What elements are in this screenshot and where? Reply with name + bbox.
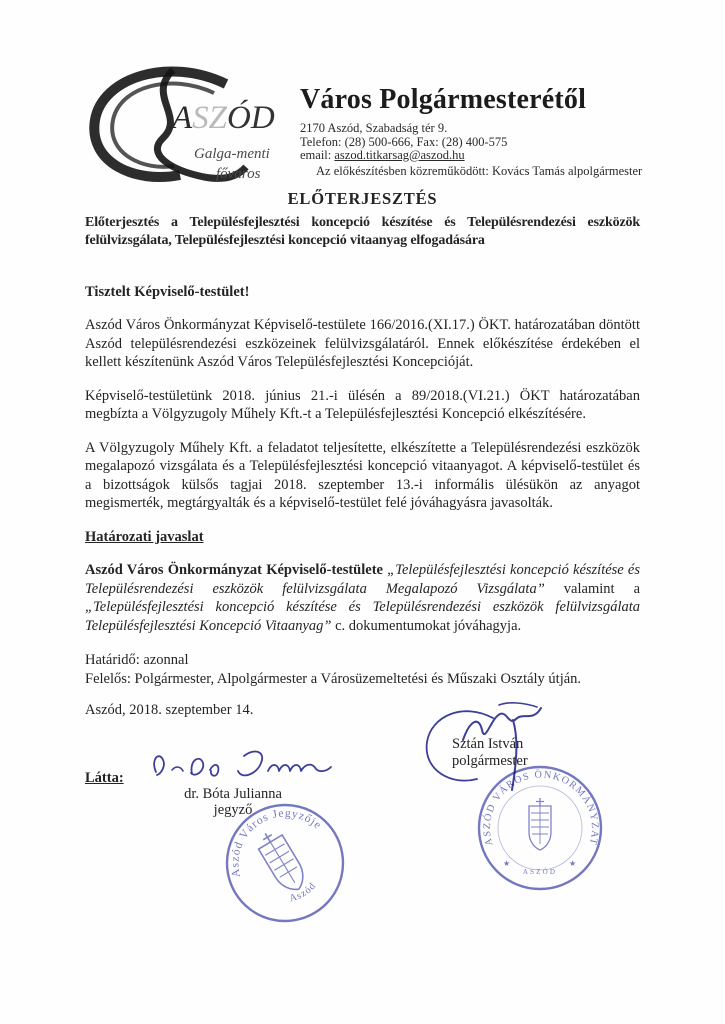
office-title: Város Polgármesterétől bbox=[300, 84, 587, 115]
aszod-city-logo-icon bbox=[76, 64, 286, 192]
notary-stamp-bottom-text: Aszód bbox=[288, 880, 319, 905]
proposal-lead: Aszód Város Önkormányzat Képviselő-testülete bbox=[85, 562, 388, 578]
proposal-quote-1: „Településfejlesztési koncepció készítése és Településrendezési eszközök felülvizsgálata Megalapozó Vizsgálata” bbox=[85, 562, 640, 597]
logo-subtitle-line1: Galga-menti bbox=[194, 146, 270, 162]
notary-stamp-ring-text: Aszód Város Jegyzője bbox=[229, 807, 324, 879]
date-line: Aszód, 2018. szeptember 14. bbox=[85, 702, 254, 718]
prepared-by-line: Az előkészítésben közreműködött: Kovács Tamás alpolgármester bbox=[316, 163, 643, 178]
mayor-stamp-ring-text: ASZÓD VÁROS ÖNKORMÁNYZAT bbox=[481, 769, 601, 847]
address-line: 2170 Aszód, Szabadság tér 9. bbox=[300, 121, 448, 135]
body-paragraph-1: Aszód Város Önkormányzat Képviselő-testülete 166/2016.(XI.17.) ÖKT. határozatában döntött Aszód településrendezési eszközeinek felülvizsgálatáról. Ennek előkészítése érdekében el kellett készítenünk Aszód Város Településfejlesztési Koncepcióját. bbox=[85, 317, 640, 370]
svg-text:Aszód bbox=[286, 879, 320, 907]
svg-text:ASZÓD bbox=[170, 98, 275, 136]
mayor-stamp-star-left: ★ bbox=[503, 859, 511, 868]
deadline-line: Határidő: azonnal bbox=[85, 652, 189, 668]
proposal-paragraph bbox=[85, 561, 640, 635]
body-paragraph-3: A Völgyzugoly Műhely Kft. a feladatot teljesítette, elkészítette a Településrendezési eszközök megalapozó vizsgálata és a Településfejlesztési koncepció vitaanyagot. A képviselő-testület és a bizottságok külsős tagjai 2018. szeptember 13.-i informális ülésükön az anyagot megismerték, megtárgyalták és a képviselő-testület felé jóváhagyásra javasolták. bbox=[85, 439, 640, 511]
seen-label: Látta: bbox=[85, 770, 124, 786]
logo-letters-sz: SZ bbox=[192, 100, 228, 136]
subject-paragraph: Előterjesztés a Településfejlesztési koncepció készítése és Településrendezési eszközök felülvizsgálata, Településfejlesztési koncepció vitaanyag elfogadására bbox=[85, 214, 640, 248]
logo-subtitle-line2: főváros bbox=[216, 166, 261, 182]
proposal-heading: Határozati javaslat bbox=[85, 528, 204, 545]
mayor-stamp-coat-of-arms bbox=[529, 798, 551, 850]
body-paragraph-2: Képviselő-testületünk 2018. június 21.-i ülésén a 89/2018.(VI.21.) ÖKT határozatában megbízta a Völgyzugoly Műhely Kft.-t a Településfejlesztési Koncepció elkészítésére. bbox=[85, 387, 640, 422]
svg-text:ASZÓD VÁROS ÖNKORMÁNYZAT bbox=[481, 768, 600, 846]
email-address: aszod.titkarsag@aszod.hu bbox=[334, 148, 465, 162]
proposal-middle: valamint a bbox=[544, 580, 640, 597]
notary-title: jegyző bbox=[213, 802, 253, 818]
email-line bbox=[300, 149, 660, 163]
document-heading: ELŐTERJESZTÉS bbox=[287, 189, 438, 208]
email-label: email: bbox=[300, 148, 335, 162]
mayor-name: Sztán István bbox=[452, 736, 524, 752]
proposal-tail: c. dokumentumokat jóváhagyja. bbox=[331, 617, 522, 634]
salutation: Tisztelt Képviselő-testület! bbox=[85, 283, 250, 300]
notary-stamp-coat-of-arms bbox=[253, 826, 310, 896]
mayor-stamp-bottom-text: ASZÓD bbox=[522, 868, 558, 876]
mayor-stamp-star-right: ★ bbox=[569, 859, 577, 868]
document-body bbox=[85, 190, 640, 720]
logo-letters-od: ÓD bbox=[227, 100, 275, 136]
signature-area bbox=[0, 690, 725, 990]
mayor-office-stamp-icon bbox=[472, 760, 608, 896]
logo-letter-a: A bbox=[172, 100, 193, 136]
proposal-quote-2: „Településfejlesztési koncepció készítése és Településrendezési eszközök felülvizsgálata Településfejlesztési Koncepció Vitaanyag” bbox=[85, 599, 640, 634]
responsible-line: Felelős: Polgármester, Alpolgármester a Városüzemeltetési és Műszaki Osztály útján. bbox=[85, 670, 582, 687]
phone-fax-line: Telefon: (28) 500-666, Fax: (28) 400-575 bbox=[300, 134, 508, 149]
letterhead-text bbox=[300, 84, 660, 178]
notary-name: dr. Bóta Julianna bbox=[184, 786, 282, 802]
mayor-title: polgármester bbox=[452, 753, 528, 769]
letterhead bbox=[0, 0, 725, 196]
